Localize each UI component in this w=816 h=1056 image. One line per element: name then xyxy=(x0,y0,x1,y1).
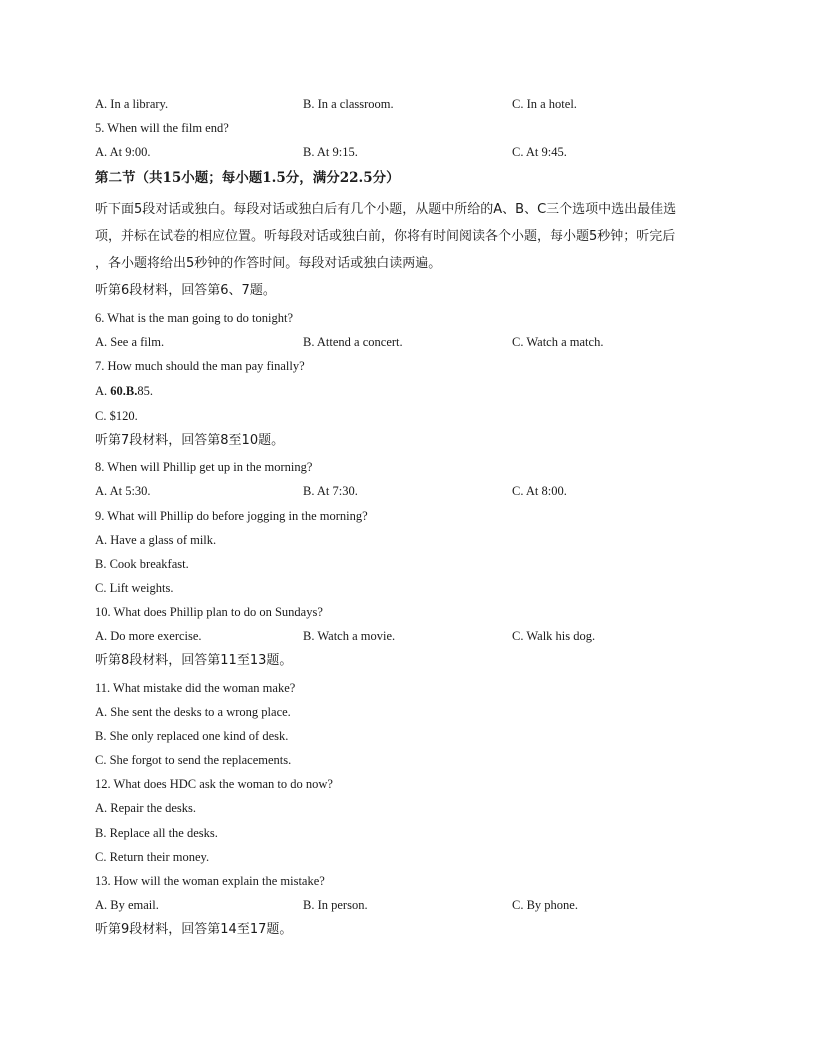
q7-options-ab xyxy=(95,383,153,399)
q5-option-c: C. At 9:45. xyxy=(512,145,567,159)
q12-option-a: A. Repair the desks. xyxy=(95,801,197,815)
q8-option-c: C. At 8:00. xyxy=(512,484,567,498)
q7-option-c: C. $120. xyxy=(95,409,138,423)
q4-option-b: B. In a classroom. xyxy=(303,97,394,111)
q4-option-c: C. In a hotel. xyxy=(512,97,577,111)
q9-stem: 9. What will Phillip do before jogging in the morning? xyxy=(95,509,368,523)
q6-option-c: C. Watch a match. xyxy=(512,335,604,349)
q8-option-a: A. At 5:30. xyxy=(95,484,151,498)
q10-option-b: B. Watch a movie. xyxy=(303,629,396,643)
q5-option-a: A. At 9:00. xyxy=(95,145,151,159)
q12-option-c: C. Return their money. xyxy=(95,850,210,864)
q10-stem: 10. What does Phillip plan to do on Sundays? xyxy=(95,605,323,619)
q13-option-a: A. By email. xyxy=(95,898,159,912)
q5-stem: 5. When will the film end? xyxy=(95,121,229,135)
q10-option-c: C. Walk his dog. xyxy=(512,629,596,643)
q11-option-b: B. She only replaced one kind of desk. xyxy=(95,729,289,743)
passage-7-heading: 听第7段材料，回答第8至10题。 xyxy=(95,433,285,448)
q13-stem: 13. How will the woman explain the mistake? xyxy=(95,874,325,888)
passage-8-heading: 听第8段材料，回答第11至13题。 xyxy=(95,653,293,668)
q11-option-c: C. She forgot to send the replacements. xyxy=(95,753,292,767)
q12-option-b: B. Replace all the desks. xyxy=(95,826,218,840)
q5-option-b: B. At 9:15. xyxy=(303,145,358,159)
q8-option-b: B. At 7:30. xyxy=(303,484,358,498)
passage-9-heading: 听第9段材料，回答第14至17题。 xyxy=(95,922,293,937)
section-heading: 第二节（共15小题；每小题1.5分，满分22.5分） xyxy=(95,170,400,186)
q10-option-a: A. Do more exercise. xyxy=(95,629,202,643)
q12-stem: 12. What does HDC ask the woman to do now? xyxy=(95,777,333,791)
passage-6-heading: 听第6段材料，回答第6、7题。 xyxy=(95,283,276,298)
q13-option-c: C. By phone. xyxy=(512,898,578,912)
q7-stem: 7. How much should the man pay finally? xyxy=(95,359,305,373)
q9-option-b: B. Cook breakfast. xyxy=(95,557,189,571)
q8-stem: 8. When will Phillip get up in the morning? xyxy=(95,460,313,474)
q9-option-a: A. Have a glass of milk. xyxy=(95,533,217,547)
q7-option-a-label: A. xyxy=(95,384,108,398)
q13-option-b: B. In person. xyxy=(303,898,368,912)
q7-option-b-value: 85. xyxy=(137,384,153,398)
q6-option-b: B. Attend a concert. xyxy=(303,335,403,349)
q11-stem: 11. What mistake did the woman make? xyxy=(95,681,296,695)
q6-stem: 6. What is the man going to do tonight? xyxy=(95,311,294,325)
q7-option-values: 60.B. xyxy=(110,384,138,398)
instruction-line: 听下面5段对话或独白。每段对话或独白后有几个小题，从题中所给的A、B、C三个选项中选出最佳选 xyxy=(95,202,677,217)
q9-option-c: C. Lift weights. xyxy=(95,581,174,595)
q4-option-a: A. In a library. xyxy=(95,97,169,111)
instruction-line: ，各小题将给出5秒钟的作答时间。每段对话或独白读两遍。 xyxy=(95,256,442,271)
q11-option-a: A. She sent the desks to a wrong place. xyxy=(95,705,291,719)
instruction-line: 项，并标在试卷的相应位置。听每段对话或独白前，你将有时间阅读各个小题，每小题5秒钟；听完后 xyxy=(95,229,676,244)
section-instructions xyxy=(95,196,725,277)
q6-option-a: A. See a film. xyxy=(95,335,165,349)
